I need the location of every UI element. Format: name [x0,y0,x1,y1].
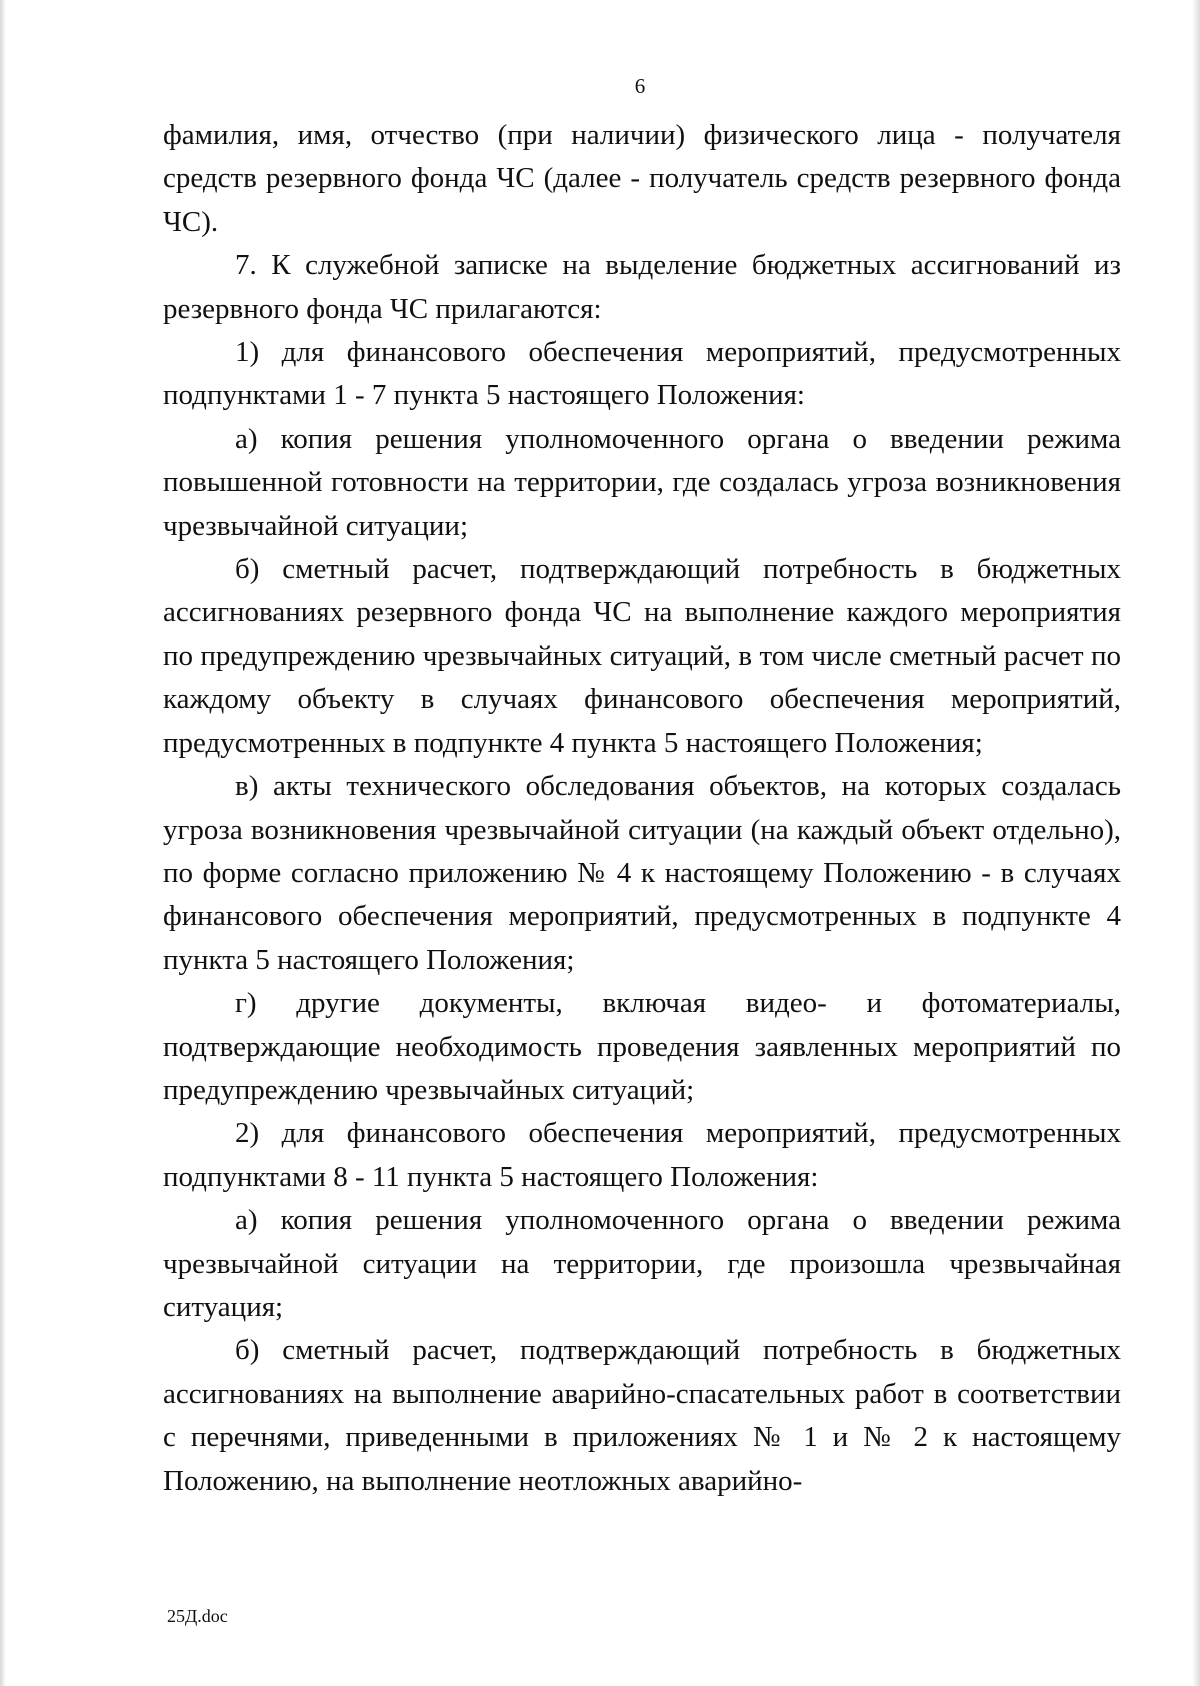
paragraph-subitem-1g: г) другие документы, включая видео- и фотоматериалы, подтверждающие необходимость проведения заявленных мероприятий по предупреждению чрезвычайных ситуаций; [163,987,1121,1106]
paragraph-subitem-2b: б) сметный расчет, подтверждающий потребность в бюджетных ассигнованиях на выполнение аварийно-спасательных работ в соответствии с перечнями, приведенными в приложениях № 1 и № 2 к настоящему Положению, на выполнение неотложных аварийно- [163,1334,1121,1497]
paragraph-continuation: фамилия, имя, отчество (при наличии) физического лица - получателя средств резервного фонда ЧС (далее - получатель средств резервного фонда ЧС). [163,119,1121,238]
paragraph-subitem-1v: в) акты технического обследования объектов, на которых создалась угроза возникновения чрезвычайной ситуации (на каждый объект отдельно), по форме согласно приложению № 4 к настоящему Положению - в случаях финансового обеспечения мероприятий, предусмотренных в подпункте 4 пункта 5 настоящего Положения; [163,770,1121,976]
paragraph-subitem-1: 1) для финансового обеспечения мероприятий, предусмотренных подпунктами 1 - 7 пункта 5 настоящего Положения: [163,336,1121,412]
paragraph-subitem-1b: б) сметный расчет, подтверждающий потребность в бюджетных ассигнованиях резервного фонда ЧС на выполнение каждого мероприятия по предупреждению чрезвычайных ситуаций, в том числе сметный расчет по каждому объекту в случаях финансового обеспечения мероприятий, предусмотренных в подпункте 4 пункта 5 настоящего Положения; [163,553,1121,759]
footer-filename: 25Д.doc [167,1606,228,1626]
paragraph-subitem-2a: а) копия решения уполномоченного органа о введении режима чрезвычайной ситуации на территории, где произошла чрезвычайная ситуация; [163,1204,1121,1323]
paragraph-subitem-1a: а) копия решения уполномоченного органа о введении режима повышенной готовности на территории, где создалась угроза возникновения чрезвычайной ситуации; [163,422,1121,542]
scan-edge-right [1192,0,1200,1686]
page-number: 6 [634,74,646,98]
paragraph-item-7: 7. К служебной записке на выделение бюджетных ассигнований из резервного фонда ЧС прилагаются: [163,249,1121,325]
paragraph-subitem-2: 2) для финансового обеспечения мероприятий, предусмотренных подпунктами 8 - 11 пункта 5 настоящего Положения: [163,1117,1121,1193]
body-text [163,114,1121,1503]
scan-edge-left [0,0,6,1686]
